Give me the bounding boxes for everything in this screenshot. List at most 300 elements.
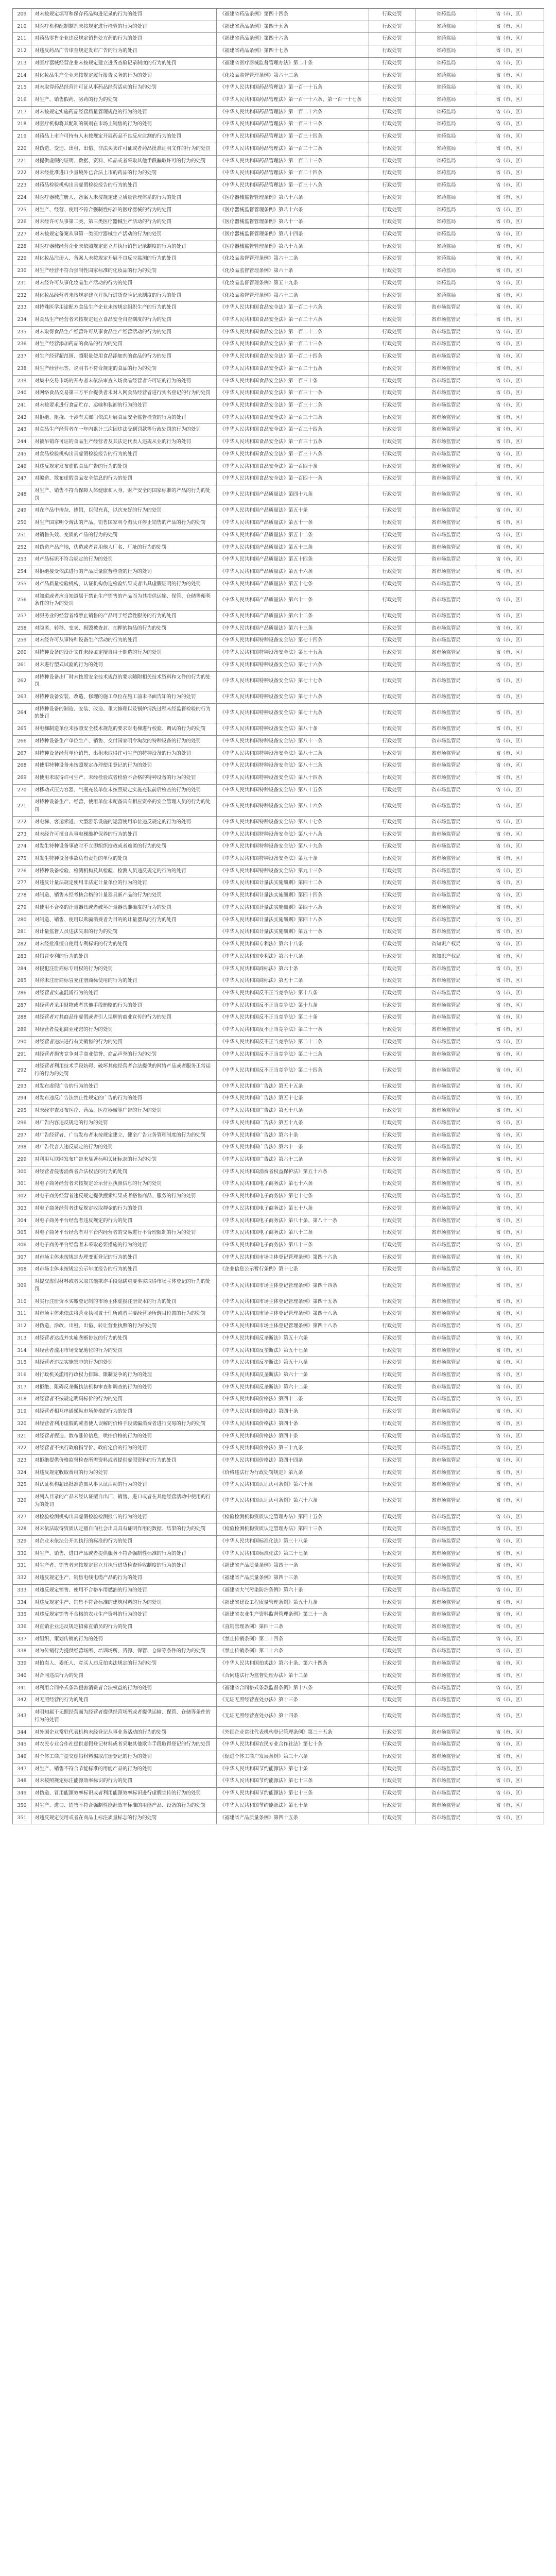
legal-basis: 《中华人民共和国特种设备安全法》第八十条 <box>217 723 369 736</box>
administrative-level: 省（市、区） <box>477 578 544 590</box>
administrative-level: 省（市、区） <box>477 1345 544 1357</box>
matter-category: 行政处罚 <box>369 748 415 760</box>
table-row <box>13 853 544 866</box>
table-row <box>13 987 544 999</box>
administrative-level: 省（市、区） <box>477 9 544 21</box>
table-row <box>13 865 544 877</box>
responsible-department: 省市场监管局 <box>415 400 477 412</box>
responsible-department: 省市场监管局 <box>415 1117 477 1129</box>
legal-basis: 《福建省产品质量条例》第四十一条 <box>217 1560 369 1572</box>
administrative-level: 省（市、区） <box>477 1536 544 1548</box>
row-number: 282 <box>13 939 31 951</box>
matter-category: 行政处罚 <box>369 1320 415 1333</box>
legal-basis: 《中华人民共和国药品管理法》第一百二十二条 <box>217 143 369 155</box>
matter-name: 对药品上市许可持有人未按规定开展药品不良反应监测的行为的处罚 <box>31 131 217 143</box>
legal-basis: 《中华人民共和国特种设备安全法》第八十七条 <box>217 816 369 828</box>
row-number: 222 <box>13 167 31 180</box>
administrative-level: 省（市、区） <box>477 131 544 143</box>
table-row <box>13 473 544 485</box>
administrative-level: 省（市、区） <box>477 1726 544 1739</box>
table-row <box>13 1454 544 1467</box>
row-number: 214 <box>13 70 31 82</box>
matter-category: 行政处罚 <box>369 1394 415 1406</box>
row-number: 326 <box>13 1492 31 1511</box>
responsible-department: 省市场监管局 <box>415 505 477 517</box>
table-row <box>13 436 544 449</box>
responsible-department: 省药监局 <box>415 167 477 180</box>
matter-category: 行政处罚 <box>369 1406 415 1418</box>
administrative-level: 省（市、区） <box>477 45 544 58</box>
row-number: 242 <box>13 412 31 424</box>
matter-category: 行政处罚 <box>369 143 415 155</box>
matter-category: 行政处罚 <box>369 1264 415 1276</box>
matter-category: 行政处罚 <box>369 45 415 58</box>
responsible-department: 省市场监管局 <box>415 1726 477 1739</box>
row-number: 217 <box>13 106 31 118</box>
legal-basis: 《中华人民共和国特种设备安全法》第八十一条 <box>217 735 369 748</box>
matter-name: 对特种设备出厂时未按照安全技术规范的要求随附相关技术资料和文件的行为的处罚 <box>31 671 217 691</box>
table-row <box>13 1381 544 1394</box>
responsible-department: 省市场监管局 <box>415 1202 477 1215</box>
matter-name: 对未经批准进口少量境外已合法上市的药品的行为的处罚 <box>31 167 217 180</box>
administrative-level: 省（市、区） <box>477 1381 544 1394</box>
responsible-department: 省市场监管局 <box>415 436 477 449</box>
responsible-department: 省市场监管局 <box>415 1621 477 1634</box>
table-row <box>13 1572 544 1585</box>
table-row <box>13 118 544 131</box>
legal-basis: 《中华人民共和国产品质量法》第六十一条 <box>217 590 369 610</box>
table-row <box>13 1357 544 1369</box>
administrative-level: 省（市、区） <box>477 1227 544 1240</box>
matter-category: 行政处罚 <box>369 975 415 988</box>
legal-basis: 《中华人民共和国反不正当竞争法》第二十条 <box>217 1012 369 1024</box>
responsible-department: 省药监局 <box>415 253 477 265</box>
matter-name: 对化妆品注册人、备案人未按规定开展不良反应监测的行为的处罚 <box>31 253 217 265</box>
responsible-department: 省市场监管局 <box>415 1670 477 1682</box>
table-row <box>13 1080 544 1093</box>
row-number: 234 <box>13 314 31 326</box>
administrative-level: 省（市、区） <box>477 723 544 736</box>
matter-category: 行政处罚 <box>369 529 415 541</box>
responsible-department: 省市场监管局 <box>415 1191 477 1203</box>
legal-basis: 《中华人民共和国食品安全法》第一百三十一条 <box>217 387 369 400</box>
matters-table-body <box>13 9 544 1824</box>
table-row <box>13 1227 544 1240</box>
responsible-department: 省市场监管局 <box>415 1381 477 1394</box>
administrative-level: 省（市、区） <box>477 351 544 363</box>
matter-category: 行政处罚 <box>369 1418 415 1430</box>
table-row <box>13 192 544 204</box>
matter-category: 行政处罚 <box>369 448 415 461</box>
administrative-level: 省（市、区） <box>477 1394 544 1406</box>
matter-name: 对医疗机构配制制剂未按规定进行检验的行为的处罚 <box>31 21 217 33</box>
matter-name: 对未按规定填写和保存药品购进记录的行为的处罚 <box>31 9 217 21</box>
matter-name: 对经营者对其商品作虚假或者引人误解的商业宣传的行为的处罚 <box>31 1012 217 1024</box>
administrative-level: 省（市、区） <box>477 473 544 485</box>
responsible-department: 省药监局 <box>415 180 477 192</box>
table-row <box>13 485 544 505</box>
legal-basis: 《中华人民共和国药品管理法》第一百二十四条 <box>217 167 369 180</box>
row-number: 348 <box>13 1775 31 1788</box>
legal-basis: 《中华人民共和国消费者权益保护法》第五十六条 <box>217 1166 369 1178</box>
matter-category: 行政处罚 <box>369 290 415 302</box>
legal-basis: 《中华人民共和国药品管理法》第一百二十六条 <box>217 106 369 118</box>
administrative-level: 省（市、区） <box>477 748 544 760</box>
table-row <box>13 505 544 517</box>
responsible-department: 省药监局 <box>415 155 477 167</box>
matter-name: 对电子商务平台经营者未采取必要措施的行为的处罚 <box>31 1240 217 1252</box>
matter-category: 行政处罚 <box>369 33 415 45</box>
table-row <box>13 1800 544 1812</box>
responsible-department: 省市场监管局 <box>415 461 477 473</box>
row-number: 276 <box>13 865 31 877</box>
legal-basis: 《中华人民共和国反不正当竞争法》第二十二条 <box>217 1036 369 1048</box>
row-number: 325 <box>13 1479 31 1492</box>
matter-category: 行政处罚 <box>369 1584 415 1597</box>
matter-category: 行政处罚 <box>369 375 415 387</box>
administrative-level: 省（市、区） <box>477 554 544 566</box>
matter-name: 对广告代言人违反规定的行为的处罚 <box>31 1142 217 1154</box>
row-number: 349 <box>13 1788 31 1800</box>
administrative-level: 省（市、区） <box>477 338 544 351</box>
responsible-department: 省药监局 <box>415 33 477 45</box>
matter-name: 对未经许可擅自从事电梯维护保养的行为的处罚 <box>31 828 217 841</box>
matter-category: 行政处罚 <box>369 877 415 890</box>
matter-category: 行政处罚 <box>369 772 415 785</box>
responsible-department: 省市场监管局 <box>415 1751 477 1763</box>
legal-basis: 《中华人民共和国商标法》第六十条 <box>217 963 369 975</box>
responsible-department: 省市场监管局 <box>415 1178 477 1191</box>
matter-name: 对化妆品生产企业未按规定履行报告义务的行为的处罚 <box>31 70 217 82</box>
table-row <box>13 204 544 216</box>
row-number: 232 <box>13 290 31 302</box>
row-number: 328 <box>13 1523 31 1536</box>
matter-name: 对电子商务平台经营者违反规定的行为的处罚 <box>31 1215 217 1227</box>
matter-category: 行政处罚 <box>369 635 415 647</box>
matter-category: 行政处罚 <box>369 505 415 517</box>
matter-name: 对拒绝接受依法进行的产品质量监督检查的行为的处罚 <box>31 566 217 579</box>
row-number: 292 <box>13 1061 31 1080</box>
matter-name: 对生产、经营、使用不符合强制性标准的医疗器械的行为的处罚 <box>31 204 217 216</box>
responsible-department: 省市场监管局 <box>415 1080 477 1093</box>
responsible-department: 省市场监管局 <box>415 772 477 785</box>
matter-category: 行政处罚 <box>369 1036 415 1048</box>
responsible-department: 省市场监管局 <box>415 1240 477 1252</box>
matter-category: 行政处罚 <box>369 1332 415 1345</box>
table-row <box>13 1536 544 1548</box>
table-row <box>13 326 544 338</box>
matter-category: 行政处罚 <box>369 796 415 816</box>
legal-basis: 《中华人民共和国食品安全法》第一百三十八条 <box>217 448 369 461</box>
legal-basis: 《中华人民共和国特种设备安全法》第八十二条 <box>217 748 369 760</box>
row-number: 317 <box>13 1381 31 1394</box>
administrative-level: 省（市、区） <box>477 610 544 622</box>
table-row <box>13 1467 544 1479</box>
matter-name: 对违反规定销售不合格的农业生产资料的行为的处罚 <box>31 1609 217 1621</box>
administrative-level: 省（市、区） <box>477 1296 544 1308</box>
responsible-department: 省药监局 <box>415 241 477 253</box>
table-row <box>13 1142 544 1154</box>
matter-category: 行政处罚 <box>369 590 415 610</box>
matter-category: 行政处罚 <box>369 400 415 412</box>
table-row <box>13 902 544 914</box>
row-number: 218 <box>13 118 31 131</box>
responsible-department: 省市场监管局 <box>415 987 477 999</box>
matter-category: 行政处罚 <box>369 192 415 204</box>
matter-category: 行政处罚 <box>369 436 415 449</box>
responsible-department: 省市场监管局 <box>415 1523 477 1536</box>
row-number: 275 <box>13 853 31 866</box>
responsible-department: 省市场监管局 <box>415 1332 477 1345</box>
legal-basis: 《中华人民共和国特种设备安全法》第七十五条 <box>217 647 369 659</box>
responsible-department: 省市场监管局 <box>415 351 477 363</box>
legal-basis: 《福建省建设工程质量管理条例》第五十九条 <box>217 1597 369 1609</box>
legal-basis: 《中华人民共和国反垄断法》第五十八条 <box>217 1357 369 1369</box>
responsible-department: 省市场监管局 <box>415 841 477 853</box>
row-number: 260 <box>13 647 31 659</box>
table-row <box>13 228 544 241</box>
administrative-level: 省（市、区） <box>477 155 544 167</box>
matter-category: 行政处罚 <box>369 890 415 902</box>
matter-category: 行政处罚 <box>369 1443 415 1455</box>
legal-basis: 《医疗器械监督管理条例》第八十九条 <box>217 241 369 253</box>
matter-name: 对未依法取得资质认定擅自向社会出具具有证明作用的数据、结果的行为的处罚 <box>31 1523 217 1536</box>
matter-name: 对被吊销许可证的食品生产经营者及其法定代表人违规从业的行为的处罚 <box>31 436 217 449</box>
row-number: 311 <box>13 1308 31 1320</box>
row-number: 341 <box>13 1682 31 1694</box>
table-row <box>13 1418 544 1430</box>
legal-basis: 《中华人民共和国价格法》第四十四条 <box>217 1454 369 1467</box>
responsible-department: 省市场监管局 <box>415 816 477 828</box>
legal-basis: 《中华人民共和国认证认可条例》第六十六条 <box>217 1492 369 1511</box>
responsible-department: 省市场监管局 <box>415 1597 477 1609</box>
row-number: 241 <box>13 400 31 412</box>
administrative-level: 省（市、区） <box>477 975 544 988</box>
matter-name: 对经营者采用财物或者其他手段贿赂的行为的处罚 <box>31 999 217 1012</box>
matter-category: 行政处罚 <box>369 1621 415 1634</box>
responsible-department: 省市场监管局 <box>415 877 477 890</box>
legal-basis: 《中华人民共和国电子商务法》第八十二条 <box>217 1227 369 1240</box>
legal-basis: 《中华人民共和国特种设备安全法》第九十条 <box>217 853 369 866</box>
matter-category: 行政处罚 <box>369 70 415 82</box>
administrative-level: 省（市、区） <box>477 1670 544 1682</box>
row-number: 283 <box>13 951 31 963</box>
responsible-department: 省市场监管局 <box>415 314 477 326</box>
table-row <box>13 143 544 155</box>
row-number: 336 <box>13 1621 31 1634</box>
matter-category: 行政处罚 <box>369 1707 415 1726</box>
table-row <box>13 735 544 748</box>
administrative-level: 省（市、区） <box>477 926 544 939</box>
responsible-department: 省市场监管局 <box>415 926 477 939</box>
legal-basis: 《中华人民共和国计量法实施细则》第四十六条 <box>217 902 369 914</box>
administrative-level: 省（市、区） <box>477 635 544 647</box>
responsible-department: 省市场监管局 <box>415 1739 477 1751</box>
responsible-department: 省药监局 <box>415 21 477 33</box>
matter-name: 对经营者捏造、散布涨价信息，哄抬价格的行为的处罚 <box>31 1430 217 1443</box>
responsible-department: 省药监局 <box>415 216 477 229</box>
row-number: 248 <box>13 485 31 505</box>
legal-basis: 《中华人民共和国专利法》第六十八条 <box>217 951 369 963</box>
table-row <box>13 1215 544 1227</box>
row-number: 303 <box>13 1202 31 1215</box>
responsible-department: 省市场监管局 <box>415 485 477 505</box>
administrative-level: 省（市、区） <box>477 363 544 375</box>
responsible-department: 省市场监管局 <box>415 975 477 988</box>
matter-category: 行政处罚 <box>369 1430 415 1443</box>
matter-category: 行政处罚 <box>369 155 415 167</box>
legal-basis: 《中华人民共和国广告法》第六十三条 <box>217 1154 369 1166</box>
legal-basis: 《中华人民共和国价格法》第四十条 <box>217 1418 369 1430</box>
matter-name: 对生产经营添加药品的食品的行为的处罚 <box>31 338 217 351</box>
matter-category: 行政处罚 <box>369 1296 415 1308</box>
administrative-level: 省（市、区） <box>477 1202 544 1215</box>
legal-basis: 《中华人民共和国产品质量法》第五十一条 <box>217 517 369 530</box>
row-number: 280 <box>13 914 31 926</box>
matter-name: 对外国企业常驻代表机构未经登记从事业务活动的行为的处罚 <box>31 1726 217 1739</box>
matter-name: 对特种设备的制造、安装、改造、重大修理以及锅炉清洗过程未经监督检验的行为的处罚 <box>31 703 217 723</box>
responsible-department: 省市场监管局 <box>415 1788 477 1800</box>
table-row <box>13 1609 544 1621</box>
administrative-level: 省（市、区） <box>477 671 544 691</box>
row-number: 308 <box>13 1264 31 1276</box>
responsible-department: 省药监局 <box>415 106 477 118</box>
row-number: 329 <box>13 1536 31 1548</box>
legal-basis: 《福建省农业生产资料监督管理条例》第三十一条 <box>217 1609 369 1621</box>
row-number: 221 <box>13 155 31 167</box>
matter-name: 对检验检测机构出具虚假检验检测报告的行为的处罚 <box>31 1511 217 1523</box>
legal-basis: 《中华人民共和国特种设备安全法》第八十四条 <box>217 772 369 785</box>
table-row <box>13 155 544 167</box>
matter-name: 对违反规定使用或者在商品上标注质量标志的行为的处罚 <box>31 1812 217 1824</box>
matter-name: 对拒绝、阻碍反垄断执法机构审查和调查的行为的处罚 <box>31 1381 217 1394</box>
matter-name: 对将未注册商标冒充注册商标使用的行为的处罚 <box>31 975 217 988</box>
legal-basis: 《中华人民共和国广告法》第五十七条 <box>217 1093 369 1105</box>
administrative-level: 省（市、区） <box>477 1264 544 1276</box>
responsible-department: 省市场监管局 <box>415 610 477 622</box>
row-number: 287 <box>13 999 31 1012</box>
responsible-department: 省药监局 <box>415 57 477 70</box>
table-row <box>13 975 544 988</box>
row-number: 344 <box>13 1726 31 1739</box>
matter-category: 行政处罚 <box>369 204 415 216</box>
administrative-level: 省（市、区） <box>477 1751 544 1763</box>
legal-basis: 《中华人民共和国产品质量法》第六十三条 <box>217 622 369 635</box>
legal-basis: 《中华人民共和国商标法》第五十二条 <box>217 975 369 988</box>
administrative-level: 省（市、区） <box>477 541 544 554</box>
row-number: 319 <box>13 1406 31 1418</box>
row-number: 295 <box>13 1105 31 1117</box>
table-row <box>13 841 544 853</box>
legal-basis: 《中华人民共和国食品安全法》第一百三十四条 <box>217 424 369 436</box>
responsible-department: 省药监局 <box>415 9 477 21</box>
administrative-level: 省（市、区） <box>477 1707 544 1726</box>
matter-name: 对经营者达成并实施垄断协议的行为的处罚 <box>31 1332 217 1345</box>
matter-name: 对集中交易市场的开办者未依法审查入场食品经营者许可证的行为的处罚 <box>31 375 217 387</box>
row-number: 235 <box>13 326 31 338</box>
table-row <box>13 963 544 975</box>
table-row <box>13 877 544 890</box>
legal-basis: 《福建省产品质量条例》第四十三条 <box>217 1572 369 1585</box>
responsible-department: 省市场监管局 <box>415 1548 477 1560</box>
matter-name: 对医疗器械经营企业未依照规定建立并执行销售记录制度的行为的处罚 <box>31 241 217 253</box>
responsible-department: 省市场监管局 <box>415 554 477 566</box>
responsible-department: 省市场监管局 <box>415 541 477 554</box>
table-row <box>13 265 544 278</box>
row-number: 316 <box>13 1369 31 1381</box>
administrative-level: 省（市、区） <box>477 951 544 963</box>
matter-category: 行政处罚 <box>369 180 415 192</box>
row-number: 340 <box>13 1670 31 1682</box>
table-row <box>13 57 544 70</box>
matter-category: 行政处罚 <box>369 828 415 841</box>
administrative-level: 省（市、区） <box>477 1012 544 1024</box>
legal-basis: 《中华人民共和国反不正当竞争法》第二十四条 <box>217 1061 369 1080</box>
responsible-department: 省市场监管局 <box>415 963 477 975</box>
legal-basis: 《无证无照经营查处办法》第十四条 <box>217 1707 369 1726</box>
responsible-department: 省市场监管局 <box>415 1707 477 1726</box>
matter-category: 行政处罚 <box>369 1215 415 1227</box>
responsible-department: 省市场监管局 <box>415 1345 477 1357</box>
table-row <box>13 760 544 772</box>
row-number: 310 <box>13 1296 31 1308</box>
matter-name: 对化妆品经营者未按规定建立并执行进货查验记录制度的行为的处罚 <box>31 290 217 302</box>
responsible-department: 省市场监管局 <box>415 338 477 351</box>
table-row <box>13 671 544 691</box>
administrative-level: 省（市、区） <box>477 167 544 180</box>
matter-name: 对药品检验机构出具虚假检验报告的行为的处罚 <box>31 180 217 192</box>
matter-category: 行政处罚 <box>369 902 415 914</box>
row-number: 300 <box>13 1166 31 1178</box>
matter-category: 行政处罚 <box>369 1633 415 1646</box>
legal-basis: 《中华人民共和国节约能源法》第七十三条 <box>217 1775 369 1788</box>
matter-name: 对网络食品交易第三方平台提供者未对入网食品经营者进行实名登记的行为的处罚 <box>31 387 217 400</box>
legal-basis: 《中华人民共和国计量法实施细则》第四十二条 <box>217 877 369 890</box>
legal-basis: 《促进个体工商户发展条例》第三十六条 <box>217 1751 369 1763</box>
row-number: 243 <box>13 424 31 436</box>
matter-name: 对组织、策划传销的行为的处罚 <box>31 1633 217 1646</box>
responsible-department: 省市场监管局 <box>415 784 477 796</box>
row-number: 306 <box>13 1240 31 1252</box>
legal-basis: 《中华人民共和国广告法》第五十八条 <box>217 1105 369 1117</box>
responsible-department: 省药监局 <box>415 131 477 143</box>
administrative-level: 省（市、区） <box>477 816 544 828</box>
matter-category: 行政处罚 <box>369 1788 415 1800</box>
administrative-level: 省（市、区） <box>477 1621 544 1634</box>
table-row <box>13 1775 544 1788</box>
responsible-department: 省市场监管局 <box>415 1215 477 1227</box>
matter-name: 对特种设备生产、经营、使用单位未配备具有相应资格的安全管理人员的行为的处罚 <box>31 796 217 816</box>
table-row <box>13 828 544 841</box>
matter-category: 行政处罚 <box>369 1812 415 1824</box>
table-row <box>13 1369 544 1381</box>
legal-basis: 《中华人民共和国产品质量法》第四十九条 <box>217 485 369 505</box>
table-row <box>13 1548 544 1560</box>
responsible-department: 省市场监管局 <box>415 1492 477 1511</box>
row-number: 289 <box>13 1024 31 1037</box>
table-row <box>13 21 544 33</box>
row-number: 298 <box>13 1142 31 1154</box>
legal-basis: 《中华人民共和国农民专业合作社法》第七十条 <box>217 1739 369 1751</box>
administrative-level: 省（市、区） <box>477 180 544 192</box>
row-number: 229 <box>13 253 31 265</box>
matter-name: 对经营者损害竞争对手商业信誉、商品声誉的行为的处罚 <box>31 1048 217 1061</box>
row-number: 335 <box>13 1609 31 1621</box>
table-row <box>13 1430 544 1443</box>
responsible-department: 省市场监管局 <box>415 635 477 647</box>
row-number: 213 <box>13 57 31 70</box>
table-row <box>13 796 544 816</box>
